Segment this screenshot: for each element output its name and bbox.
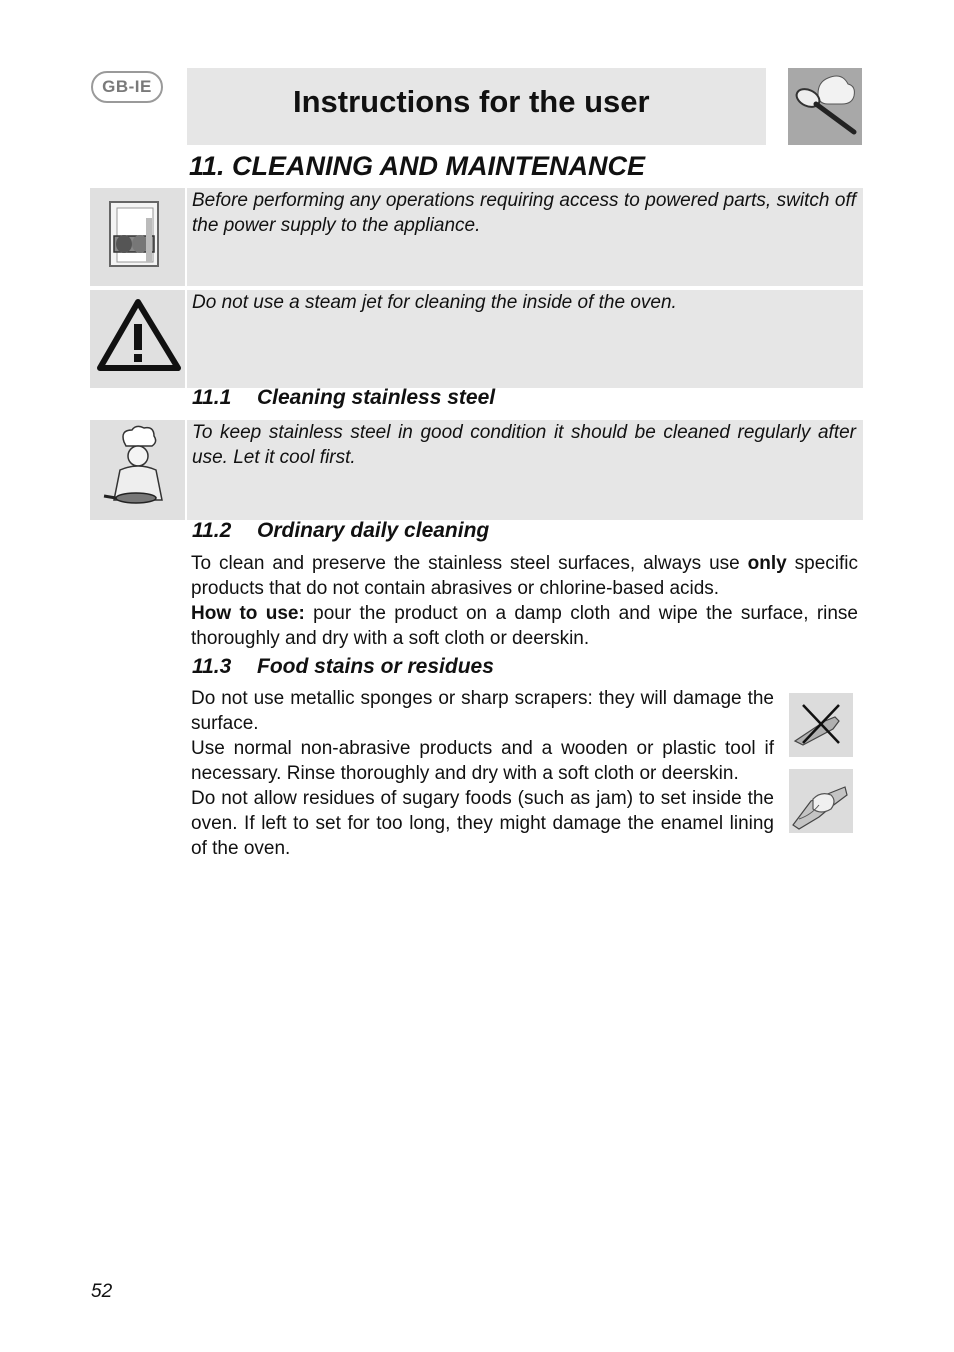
daily-cleaning-paragraph-1: To clean and preserve the stainless steel surfaces, always use only specific products that do not contain abrasives or chlorine-based acids. bbox=[191, 553, 858, 599]
chef-icon bbox=[90, 420, 185, 520]
food-stains-text bbox=[191, 686, 774, 861]
cloth-wipe-icon bbox=[789, 769, 853, 833]
daily-cleaning-text bbox=[191, 551, 858, 651]
stainless-tip-text: To keep stainless steel in good condition it should be cleaned regularly after use. Let it cool first. bbox=[192, 422, 856, 468]
warning-triangle-icon bbox=[90, 290, 185, 388]
food-stains-paragraph-1: Do not use metallic sponges or sharp scrapers: they will damage the surface. bbox=[191, 688, 774, 734]
no-scraper-icon bbox=[789, 693, 853, 757]
power-warning-note bbox=[90, 188, 863, 286]
section-title: 11. CLEANING AND MAINTENANCE bbox=[189, 151, 646, 181]
power-warning-text: Before performing any operations requiring access to powered parts, switch off the power supply to the appliance. bbox=[192, 190, 856, 236]
daily-cleaning-paragraph-2: How to use: pour the product on a damp cloth and wipe the surface, rinse thoroughly and dry with a soft cloth or deerskin. bbox=[191, 603, 858, 649]
stainless-tip-note bbox=[90, 420, 863, 520]
chef-spoon-icon bbox=[788, 68, 862, 145]
page-number: 52 bbox=[91, 1281, 113, 1302]
food-stains-paragraph-3: Do not allow residues of sugary foods (such as jam) to set inside the oven. If left to set for too long, they might damage the enamel lining of the oven. bbox=[191, 788, 774, 859]
subsection-title-11-2: 11.2 Ordinary daily cleaning bbox=[192, 519, 490, 542]
food-stains-paragraph-2: Use normal non-abrasive products and a wooden or plastic tool if necessary. Rinse thoroughly and dry with a soft cloth or deerskin. bbox=[191, 738, 774, 784]
subsection-title-11-1: 11.1 Cleaning stainless steel bbox=[192, 386, 496, 409]
subsection-title-11-3: 11.3 Food stains or residues bbox=[192, 655, 494, 678]
steam-warning-note bbox=[90, 290, 863, 388]
page-title: Instructions for the user bbox=[293, 84, 650, 119]
language-badge: GB-IE bbox=[91, 71, 163, 103]
power-switch-icon bbox=[90, 188, 185, 286]
steam-warning-text: Do not use a steam jet for cleaning the inside of the oven. bbox=[192, 292, 677, 313]
